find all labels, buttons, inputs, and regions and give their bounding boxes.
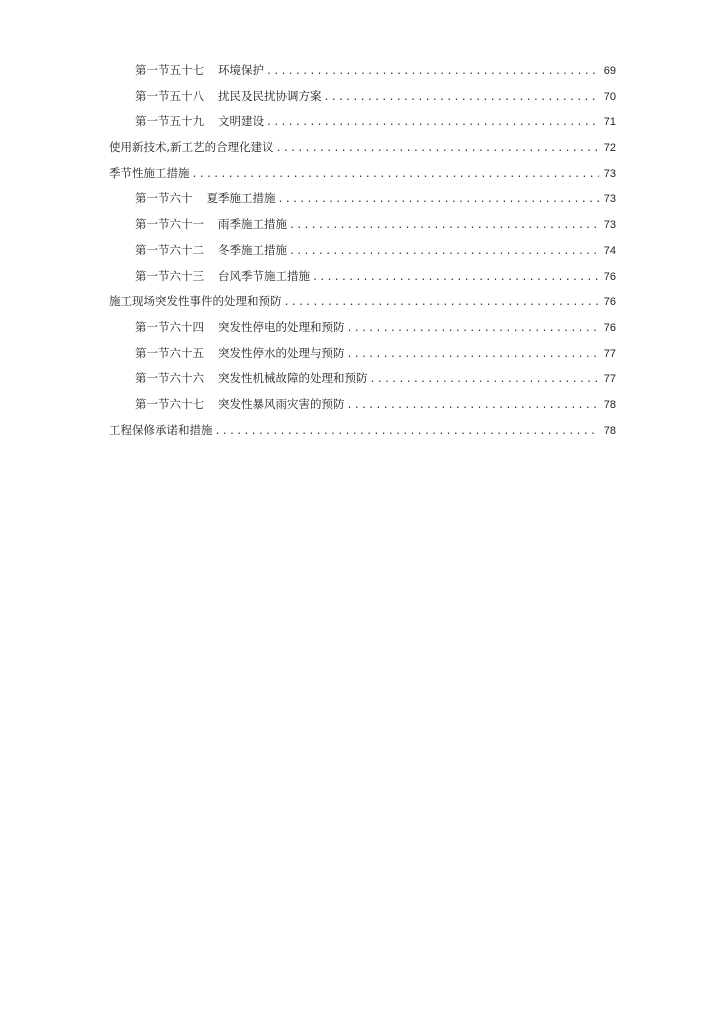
toc-page-number: 73 — [603, 167, 616, 180]
toc-dot-leader — [347, 319, 600, 339]
toc-entry-text — [135, 343, 345, 363]
toc-entry-title: 冬季施工措施 — [218, 242, 287, 257]
toc-entry-text — [135, 266, 310, 286]
toc-entry[interactable] — [109, 163, 616, 189]
table-of-contents — [109, 60, 616, 445]
toc-entry-text — [135, 214, 287, 234]
toc-entry[interactable] — [109, 137, 616, 163]
toc-entry-title: 台风季节施工措施 — [218, 268, 310, 283]
toc-page-number: 77 — [603, 373, 616, 386]
toc-entry-title: 施工现场突发性事件的处理和预防 — [109, 294, 282, 309]
toc-dot-leader — [266, 113, 599, 133]
toc-page-number: 76 — [603, 321, 616, 334]
toc-entry-text — [135, 111, 264, 131]
toc-dot-leader — [312, 268, 599, 288]
toc-entry-title: 工程保修承诺和措施 — [109, 422, 213, 437]
toc-page-number: 70 — [603, 90, 616, 103]
toc-entry[interactable] — [109, 111, 616, 137]
toc-dot-leader — [276, 139, 599, 159]
toc-entry-title: 夏季施工措施 — [206, 191, 276, 206]
toc-entry-title: 季节性施工措施 — [109, 165, 190, 180]
toc-section-number: 第一节五十七 — [135, 63, 204, 77]
toc-entry-title: 扰民及民扰协调方案 — [218, 88, 322, 103]
toc-dot-leader — [370, 370, 600, 390]
toc-entry[interactable] — [109, 214, 616, 240]
toc-entry[interactable] — [109, 86, 616, 112]
toc-entry-title: 文明建设 — [218, 114, 264, 129]
toc-dot-leader — [289, 242, 599, 262]
toc-entry[interactable] — [109, 420, 616, 446]
toc-section-number: 第一节六十二 — [135, 242, 204, 257]
toc-entry-title: 使用新技术,新工艺的合理化建议 — [109, 140, 274, 155]
toc-dot-leader — [266, 62, 599, 82]
toc-section-number: 第一节六十七 — [135, 396, 204, 411]
toc-entry-title: 突发性机械故障的处理和预防 — [218, 371, 368, 386]
toc-page-number: 71 — [603, 116, 616, 129]
toc-entry[interactable] — [109, 240, 616, 266]
toc-entry[interactable] — [109, 266, 616, 292]
toc-dot-leader — [278, 190, 600, 210]
toc-section-number: 第一节五十九 — [135, 114, 204, 129]
toc-page-number: 74 — [603, 244, 616, 257]
toc-dot-leader — [347, 396, 600, 416]
toc-page-number: 78 — [603, 398, 616, 411]
toc-entry-title: 突发性停电的处理和预防 — [218, 319, 345, 334]
toc-entry-text — [135, 86, 322, 106]
toc-entry-title: 雨季施工措施 — [218, 217, 287, 232]
toc-dot-leader — [192, 165, 600, 185]
toc-entry-text — [135, 368, 368, 388]
toc-entry[interactable] — [109, 60, 616, 86]
toc-section-number: 第一节六十四 — [135, 319, 204, 334]
toc-dot-leader — [324, 88, 600, 108]
toc-page-number: 69 — [603, 65, 616, 77]
toc-entry-title: 突发性暴风雨灾害的预防 — [218, 396, 345, 411]
toc-section-number: 第一节六十 — [135, 191, 193, 206]
toc-dot-leader — [289, 216, 599, 236]
toc-dot-leader — [284, 293, 600, 313]
toc-page-number: 77 — [603, 347, 616, 360]
toc-page-number: 73 — [603, 219, 616, 232]
toc-page-number: 76 — [603, 296, 616, 309]
toc-section-number: 第一节五十八 — [135, 88, 204, 103]
toc-page-number: 72 — [603, 142, 616, 155]
toc-entry-text — [135, 60, 264, 80]
toc-entry-title: 环境保护 — [218, 63, 264, 77]
toc-entry-text — [135, 317, 345, 337]
toc-entry[interactable] — [109, 317, 616, 343]
toc-entry[interactable] — [109, 291, 616, 317]
toc-section-number: 第一节六十一 — [135, 217, 204, 232]
toc-page-number: 78 — [603, 424, 616, 437]
toc-entry[interactable] — [109, 394, 616, 420]
toc-page-number: 73 — [603, 193, 616, 206]
toc-entry-title: 突发性停水的处理与预防 — [218, 345, 345, 360]
toc-page-number: 76 — [603, 270, 616, 283]
toc-dot-leader — [347, 345, 600, 365]
toc-section-number: 第一节六十三 — [135, 268, 204, 283]
toc-dot-leader — [215, 422, 600, 442]
toc-entry[interactable] — [109, 188, 616, 214]
toc-entry-text — [135, 188, 276, 208]
toc-entry-text — [135, 240, 287, 260]
toc-section-number: 第一节六十五 — [135, 345, 204, 360]
toc-entry[interactable] — [109, 368, 616, 394]
toc-entry-text — [135, 394, 345, 414]
toc-entry[interactable] — [109, 343, 616, 369]
toc-section-number: 第一节六十六 — [135, 371, 204, 386]
